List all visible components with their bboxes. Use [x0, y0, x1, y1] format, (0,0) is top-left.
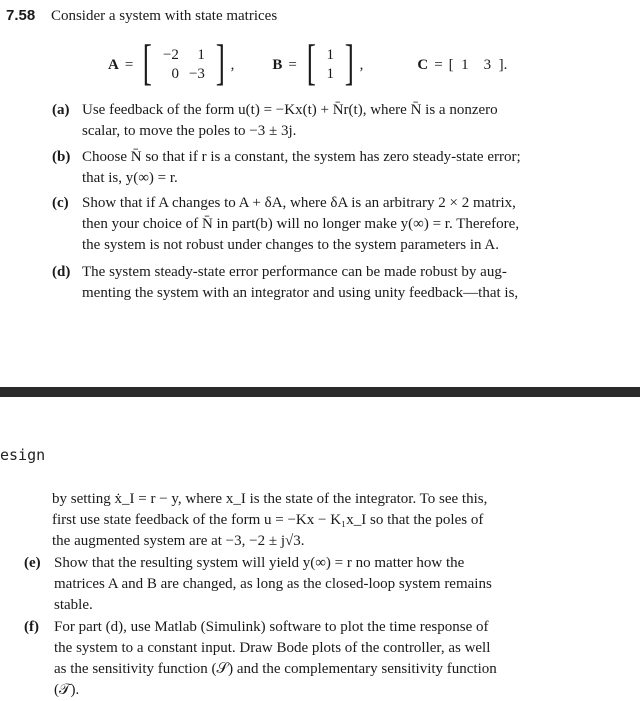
- part-c-label: (c): [52, 195, 69, 211]
- part-e-line: Show that the resulting system will yield y(∞) = r no matter how the: [54, 555, 465, 571]
- matrix-c-entries: [ 1 3 ].: [448, 56, 508, 73]
- part-a-label: (a): [52, 102, 70, 118]
- part-a-line: scalar, to move the poles to −3 ± 3j.: [82, 123, 297, 139]
- part-c-line: the system is not robust under changes to the system parameters in A.: [82, 237, 500, 253]
- part-b-line: that is, y(∞) = r.: [82, 170, 178, 186]
- page-divider: [0, 387, 640, 397]
- part-d-cont-line: first use state feedback of the form u = −Kx − K₁x_I so that the poles of: [52, 512, 484, 528]
- part-e: [24, 553, 492, 616]
- matrix-c-name: C: [417, 56, 429, 73]
- part-d-line: menting the system with an integrator and using unity feedback—that is,: [82, 285, 519, 301]
- problem-number: 7.58: [6, 7, 36, 24]
- part-e-line: matrices A and B are changed, as long as the closed-loop system remains: [54, 576, 492, 592]
- matrix-a-cell: 0: [171, 66, 179, 82]
- matrix-a-cell: −2: [162, 47, 179, 63]
- part-d-line: The system steady-state error performance can be made robust by aug-: [82, 264, 507, 280]
- part-c: [52, 193, 519, 256]
- left-bracket: [: [306, 34, 316, 90]
- part-f-line: (𝒯).: [54, 682, 80, 698]
- state-matrices: [108, 34, 508, 90]
- part-f-line: the system to a constant input. Draw Bode plots of the controller, as well: [54, 640, 491, 656]
- part-d-label: (d): [52, 264, 71, 280]
- part-e-line: stable.: [54, 597, 93, 613]
- matrix-a: A = [ −2 1 0 −3 ] ,: [108, 34, 235, 90]
- part-b-label: (b): [52, 149, 71, 165]
- part-d-cont-line: the augmented system are at −3, −2 ± j√3.: [52, 533, 305, 549]
- cropped-section-header: esign: [0, 446, 46, 464]
- matrix-c-cell: 1: [461, 56, 469, 73]
- matrix-a-cell: −3: [188, 66, 205, 82]
- matrix-c: C = [ 1 3 ].: [417, 56, 508, 73]
- part-b: [52, 147, 521, 189]
- right-bracket: ]: [215, 34, 225, 90]
- part-d-continued: [52, 489, 487, 552]
- part-f-line: For part (d), use Matlab (Simulink) software to plot the time response of: [54, 619, 489, 635]
- right-bracket: ]: [344, 34, 354, 90]
- matrix-a-cell: 1: [197, 47, 205, 63]
- part-f: [24, 617, 497, 701]
- matrix-b-entries: [321, 46, 339, 84]
- left-bracket: [: [143, 34, 153, 90]
- part-b-line: Choose N̄ so that if r is a constant, the system has zero steady-state error;: [82, 149, 521, 165]
- matrix-c-cell: 3: [483, 56, 492, 73]
- matrix-b-name: B: [272, 56, 283, 73]
- part-a-line: Use feedback of the form u(t) = −Kx(t) + N̄r(t), where N̄ is a nonzero: [82, 102, 498, 118]
- part-d: [52, 262, 518, 304]
- matrix-b: B = [ 1 1 ] ,: [272, 34, 364, 90]
- part-a: [52, 100, 498, 142]
- part-e-label: (e): [24, 555, 41, 571]
- part-c-line: then your choice of N̄ in part(b) will no longer make y(∞) = r. Therefore,: [82, 216, 520, 232]
- part-c-line: Show that if A changes to A + δA, where δA is an arbitrary 2 × 2 matrix,: [82, 195, 516, 211]
- matrix-b-cell: 1: [326, 47, 334, 63]
- part-f-label: (f): [24, 619, 39, 635]
- part-f-line: as the sensitivity function (𝒮) and the complementary sensitivity function: [54, 661, 497, 677]
- part-d-cont-line: by setting ẋ_I = r − y, where x_I is the state of the integrator. To see this,: [52, 491, 488, 507]
- problem-header: [6, 6, 277, 26]
- matrix-b-cell: 1: [326, 66, 334, 82]
- problem-intro: Consider a system with state matrices: [50, 8, 278, 24]
- matrix-a-name: A: [108, 56, 119, 73]
- matrix-a-entries: [158, 46, 210, 84]
